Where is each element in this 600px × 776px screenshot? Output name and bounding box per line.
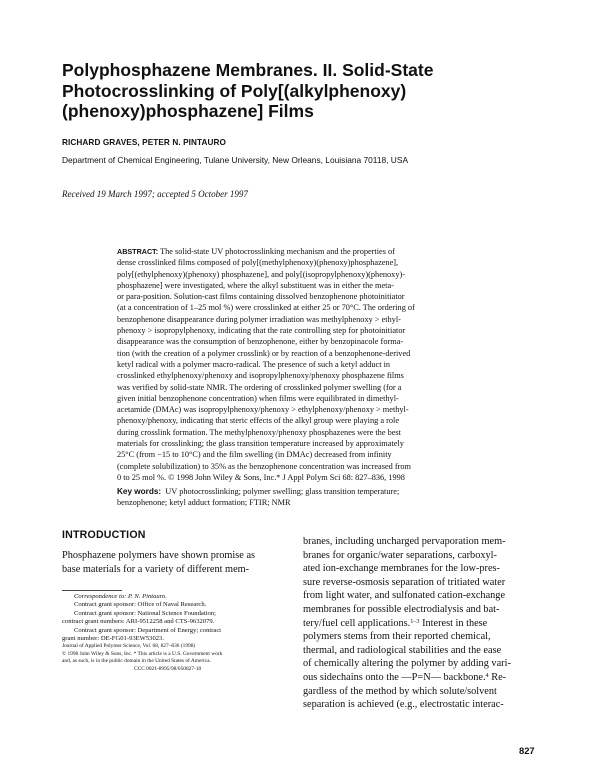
journal-citation: Journal of Applied Polymer Science, Vol. 68, 827–836 (1998) (62, 643, 196, 650)
page-number: 827 (519, 745, 535, 756)
keywords-second-line: benzophenone; ketyl adduct formation; FTIR; NMR (117, 498, 291, 508)
ref-superscript: 4 (485, 671, 489, 679)
abstract-line: acetamide (DMAc) was isopropylphenoxy/phenoxy > ethylphenoxy/phenoxy > methyl- (117, 405, 409, 415)
abstract-line: was verified by solid-state NMR. The ordering of crosslinked polymer swelling (for a (117, 382, 402, 392)
copyright-line: and, as such, is in the public domain in the United States of America. (62, 658, 211, 665)
grant-note: Contract grant sponsor: Office of Naval Research. (74, 601, 207, 609)
abstract-line: benzophenone disappearance during polymer irradiation was methylphenoxy > ethyl- (117, 314, 401, 324)
body-line: gardless of the method by which solute/solvent (303, 685, 497, 697)
authors: RICHARD GRAVES, PETER N. PINTAURO (62, 138, 227, 147)
abstract-line: phosphazene] were investigated, where the alkyl substituent was in either the meta- (117, 280, 394, 290)
abstract-line: given initial benzophenone concentration) when films were equilibrated in dimethyl- (117, 393, 399, 403)
body-line: polymers stems from their reported chemical, (303, 631, 491, 643)
abstract-line: tion (with the creation of a polymer crosslink) or by reaction of a benzophenone-derived (117, 348, 411, 358)
abstract-line: crosslinked ethylphenoxy/phenoxy and isopropylphenoxy/phenoxy phosphazene films (117, 371, 404, 381)
left-column-text (62, 549, 282, 576)
body-line: ated ion-exchange membranes for the low-pres- (303, 563, 500, 575)
body-line: thermal, and radiological stabilities and the ease (303, 644, 502, 656)
affiliation: Department of Chemical Engineering, Tulane University, New Orleans, Louisiana 70118, USA (62, 155, 409, 165)
abstract-line: materials for crosslinking; the glass transition temperature increased by approximately (117, 439, 404, 449)
received-dates: Received 19 March 1997; accepted 5 October 1997 (62, 189, 248, 199)
article-title (62, 60, 542, 122)
abstract-line: during crosslink formation. The methylphenoxy/phenoxy phosphazenes were the best (117, 427, 401, 437)
abstract-line: dense crosslinked films composed of poly[(methylphenoxy)(phenoxy)phosphazene], (117, 258, 399, 268)
body-line: branes, including uncharged pervaporation mem- (303, 536, 506, 547)
keywords (117, 486, 539, 509)
abstract-line: disappearance was the consumption of benzophenone, either by benzopinacole forma- (117, 337, 404, 347)
keywords-text: UV photocrosslinking; polymer swelling; glass transition temperature; (165, 487, 400, 496)
abstract-line: phenoxy/phenoxy, indicating that steric effects of the alkyl group were playing a role (117, 416, 400, 426)
body-line (303, 671, 543, 685)
body-line: base materials for a variety of different mem- (62, 563, 250, 575)
footnote-divider (62, 590, 122, 591)
footnotes (62, 593, 292, 673)
abstract-line: phenoxy > isopropylphenoxy, indicating that the rate controlling step for photoinitiator (117, 326, 406, 336)
abstract-line: poly[(ethylphenoxy)(phenoxy) phosphazene], and poly[(isopropylphenoxy)(phenoxy)- (117, 269, 406, 279)
grant-note: contract grant numbers: ARI-9512258 and CTS-9632079. (62, 618, 215, 626)
body-line: branes for organic/water separations, carboxyl- (303, 549, 497, 561)
body-text: Interest in these (422, 617, 488, 629)
ccc-code: CCC 0021-8995/98/050827-10 (134, 665, 202, 672)
body-line: separation is achieved (e.g., electrostatic interac- (303, 699, 504, 711)
right-column-text (303, 535, 543, 712)
body-line: of chemically altering the polymer by adding vari- (303, 658, 511, 670)
section-heading-introduction: INTRODUCTION (62, 529, 146, 541)
title-line-3: (phenoxy)phosphazene] Films (62, 101, 314, 121)
abstract (117, 246, 539, 483)
grant-note: grant number: DE-FG01-93EW53023. (62, 635, 165, 643)
correspondence-note: Correspondence to: P. N. Pintauro. (74, 593, 167, 600)
keywords-label: Key words: (117, 487, 162, 496)
abstract-line: (at a concentration of 1–25 mol %) were crosslinked at either 25 or 70°C. The ordering of (117, 303, 415, 313)
abstract-label: ABSTRACT: (117, 247, 159, 256)
body-text: tery/fuel cell applications. (303, 617, 411, 629)
body-text: Re- (491, 671, 507, 683)
grant-note: Contract grant sponsor: National Science Foundation; (74, 609, 216, 617)
body-line: Phosphazene polymers have shown promise as (62, 550, 256, 561)
title-line-2: Photocrosslinking of Poly[(alkylphenoxy) (62, 80, 407, 101)
abstract-line: 25°C (from −15 to 10°C) and the film swelling (in DMAc) decreased from infinity (117, 450, 392, 460)
abstract-line: 0 to 25 mol %. © 1998 John Wiley & Sons, Inc.* J Appl Polym Sci 68: 827–836, 1998 (117, 472, 405, 482)
body-line: membranes for possible electrodialysis and bat- (303, 603, 500, 615)
body-line: from light water, and sulfonated cation-exchange (303, 590, 506, 602)
body-text: ous sidechains onto the —P=N— backbone. (303, 671, 486, 683)
keywords-first-line (117, 486, 539, 497)
body-line (303, 617, 543, 631)
grant-note: Contract grant sponsor: Department of Energy; contract (74, 626, 222, 634)
abstract-line: (complete solubilization) to 35% as the benzophenone concentration was increased from (117, 461, 411, 471)
abstract-text: The solid-state UV photocrosslinking mechanism and the properties of (160, 247, 395, 256)
title-line-1: Polyphosphazene Membranes. II. Solid-State (62, 60, 434, 80)
copyright-line: © 1998 John Wiley & Sons, Inc. * This article is a U.S. Government work (62, 650, 223, 657)
ref-superscript: 1–3 (410, 617, 420, 625)
abstract-line: ketyl radical with a polymer macro-radical. The presence of such a ketyl adduct in (117, 359, 391, 369)
abstract-first-line (117, 246, 539, 257)
abstract-line: or para-position. Solution-cast films containing dissolved benzophenone photoinitiator (117, 292, 405, 302)
body-line: sure reverse-osmosis separation of tritiated water (303, 576, 506, 588)
